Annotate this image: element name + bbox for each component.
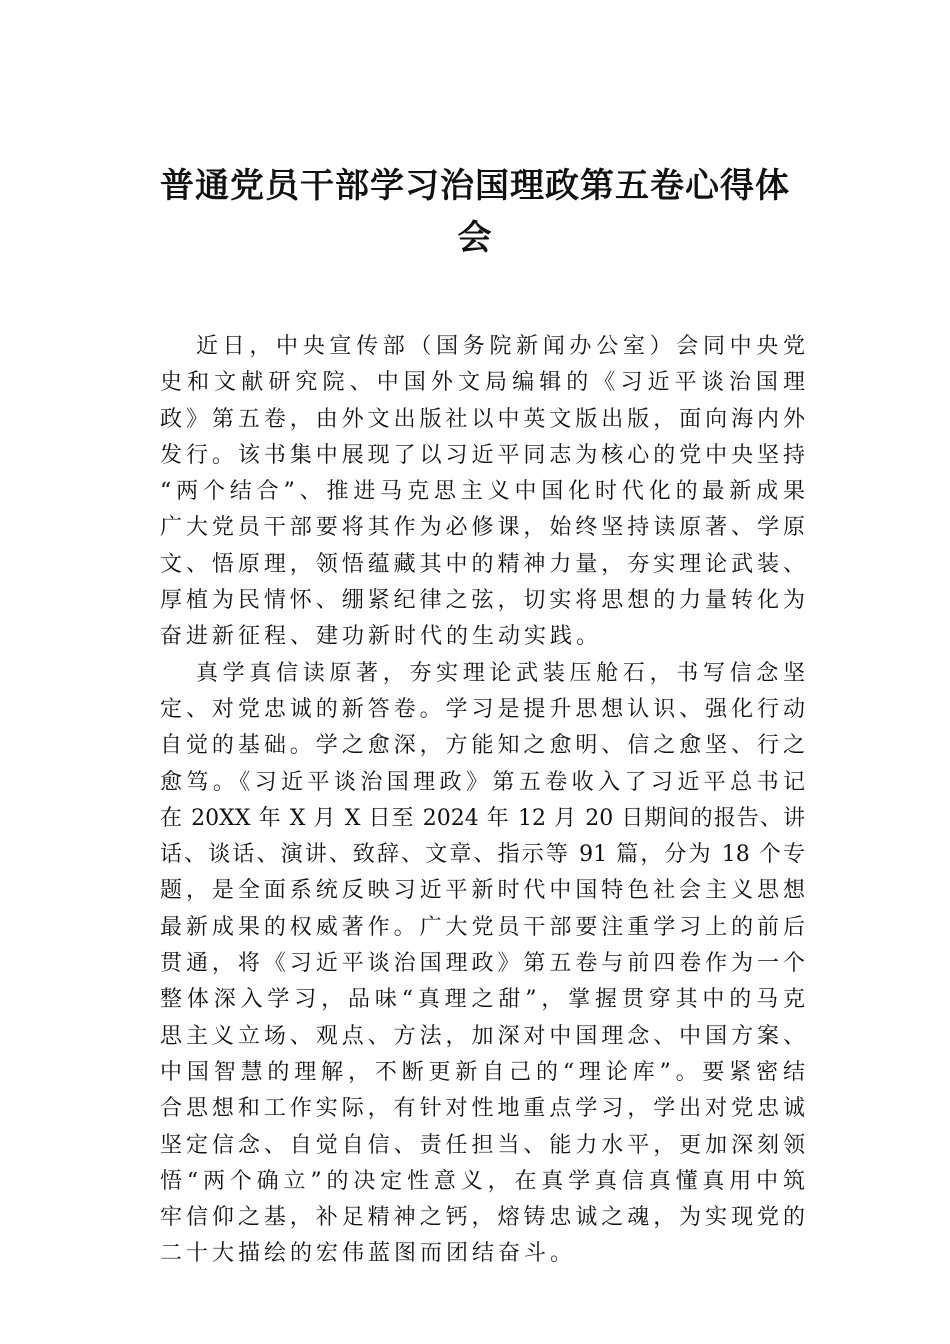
paragraph-line: 近日，中央宣传部（国务院新闻办公室）会同中央党 [196, 334, 805, 359]
paragraph-line: 题，是全面系统反映习近平新时代中国特色社会主义思想 [160, 878, 805, 904]
document-body [160, 329, 805, 1273]
paragraph-line: 自觉的基础。学之愈深，方能知之愈明、信之愈坚、行之 [160, 733, 805, 759]
paragraph-line: 文、悟原理，领悟蕴藏其中的精神力量，夯实理论武装、 [160, 551, 805, 577]
title-line-1: 普通党员干部学习治国理政第五卷心得体 [160, 166, 790, 206]
paragraph-line: 牢信仰之基，补足精神之钙，熔铸忠诚之魂，为实现党的 [160, 1205, 805, 1231]
paragraph-line: 贯通，将《习近平谈治国理政》第五卷与前四卷作为一个 [160, 951, 805, 977]
paragraph-line: 愈笃。《习近平谈治国理政》第五卷收入了习近平总书记 [160, 769, 805, 795]
paragraph-line: 广大党员干部要将其作为必修课，始终坚持读原著、学原 [160, 515, 805, 541]
paragraph-line: 坚定信念、自觉自信、责任担当、能力水平，更加深刻领 [160, 1132, 805, 1158]
paragraph [160, 329, 805, 656]
paragraph-line: 奋进新征程、建功新时代的生动实践。 [160, 624, 603, 650]
title-line-2: 会 [457, 218, 493, 258]
paragraph-line: 发行。该书集中展现了以习近平同志为核心的党中央坚持 [160, 442, 805, 468]
paragraph-line: 话、谈话、演讲、致辞、文章、指示等 91 篇，分为 18 个专 [160, 842, 805, 868]
paragraph-line: 厚植为民情怀、绷紧纪律之弦，切实将思想的力量转化为 [160, 588, 805, 614]
document-title [140, 160, 810, 264]
paragraph-line: 史和文献研究院、中国外文局编辑的《习近平谈治国理 [160, 370, 805, 396]
paragraph-line: 在 20XX 年 X 月 X 日至 2024 年 12 月 20 日期间的报告、讲 [160, 805, 805, 831]
paragraph-line: 中国智慧的理解，不断更新自己的“理论库”。要紧密结 [160, 1059, 805, 1085]
paragraph-line: 悟“两个确立”的决定性意义，在真学真信真懂真用中筑 [160, 1168, 805, 1194]
paragraph-line: 定、对党忠诚的新答卷。学习是提升思想认识、强化行动 [160, 696, 805, 722]
paragraph-line: 整体深入学习，品味“真理之甜”，掌握贯穿其中的马克 [160, 987, 805, 1013]
paragraph-line: “两个结合”、推进马克思主义中国化时代化的最新成果 [160, 479, 805, 505]
paragraph-line: 二十大描绘的宏伟蓝图而团结奋斗。 [160, 1241, 577, 1267]
paragraph-line: 政》第五卷，由外文出版社以中英文版出版，面向海内外 [160, 406, 805, 432]
paragraph-line: 思主义立场、观点、方法，加深对中国理念、中国方案、 [160, 1023, 805, 1049]
paragraph-line: 合思想和工作实际，有针对性地重点学习，学出对党忠诚 [160, 1096, 805, 1122]
paragraph [160, 656, 805, 1273]
paragraph-line: 真学真信读原著，夯实理论武装压舱石，书写信念坚 [196, 660, 805, 686]
paragraph-line: 最新成果的权威著作。广大党员干部要注重学习上的前后 [160, 914, 805, 940]
